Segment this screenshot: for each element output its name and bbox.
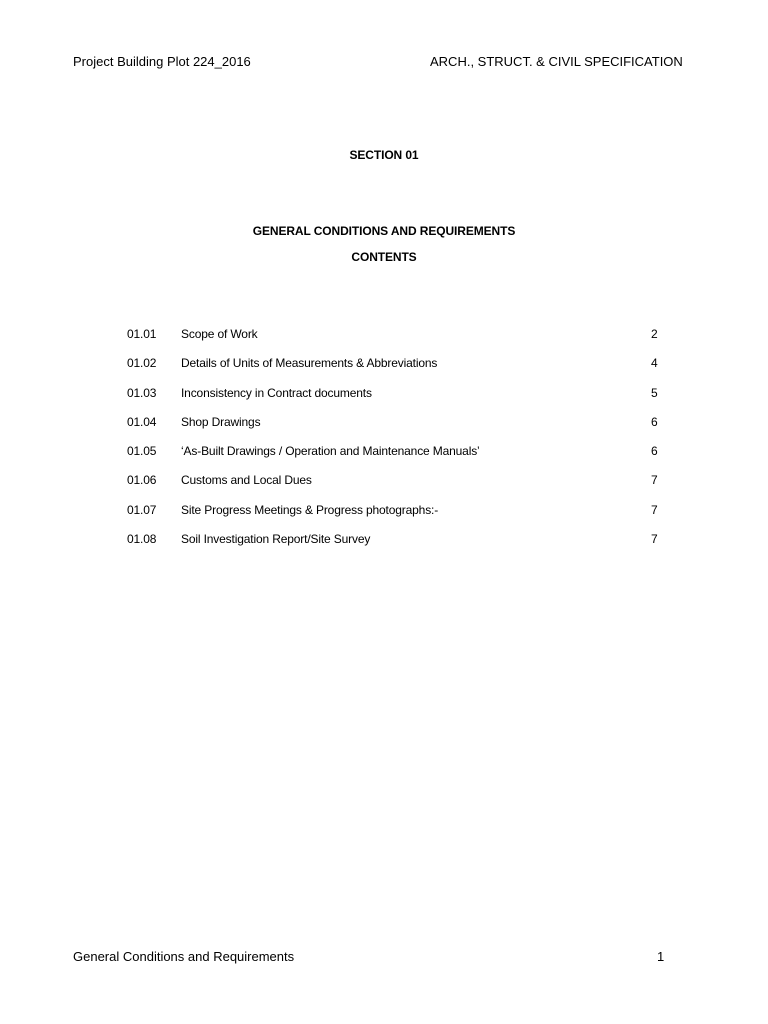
- contents-title: CONTENTS: [351, 250, 417, 264]
- toc-entry-number: 01.07: [127, 502, 157, 517]
- toc-entry[interactable]: [127, 502, 667, 531]
- toc-entry[interactable]: [127, 531, 667, 560]
- toc-entry-title: Scope of Work: [181, 327, 258, 341]
- toc-entry-title: Site Progress Meetings & Progress photographs:-: [181, 502, 439, 517]
- toc-entry-title: ‘As-Built Drawings / Operation and Maintenance Manuals’: [181, 444, 480, 459]
- footer-page-number: 1: [657, 949, 665, 964]
- toc-entry-page: 2: [651, 327, 658, 341]
- toc-entry-number: 01.06: [127, 473, 157, 488]
- toc-entry-title: Customs and Local Dues: [181, 473, 312, 488]
- toc-entry-number: 01.01: [127, 327, 157, 341]
- toc-entry-number: 01.05: [127, 444, 157, 459]
- toc-entry[interactable]: [127, 355, 667, 384]
- table-of-contents: [127, 326, 667, 560]
- toc-entry-title: Soil Investigation Report/Site Survey: [181, 532, 371, 547]
- toc-entry-number: 01.03: [127, 385, 157, 400]
- toc-entry[interactable]: [127, 414, 667, 443]
- toc-entry-title: Details of Units of Measurements & Abbreviations: [181, 356, 438, 371]
- section-title: SECTION 01: [349, 148, 419, 162]
- toc-entry-page: 7: [651, 473, 658, 488]
- toc-entry-page: 6: [651, 444, 658, 459]
- toc-entry-page: 4: [651, 356, 658, 371]
- toc-entry-number: 01.08: [127, 532, 157, 547]
- toc-entry[interactable]: [127, 385, 667, 414]
- toc-entry-title: Inconsistency in Contract documents: [181, 385, 372, 400]
- toc-entry-page: 7: [651, 502, 658, 517]
- toc-entry-page: 5: [651, 385, 658, 400]
- header-project-name: Project Building Plot 224_2016: [73, 54, 251, 69]
- toc-entry[interactable]: [127, 472, 667, 501]
- toc-entry-page: 7: [651, 532, 658, 547]
- toc-entry-title: Shop Drawings: [181, 414, 261, 429]
- toc-entry-number: 01.04: [127, 414, 157, 429]
- document-title: GENERAL CONDITIONS AND REQUIREMENTS: [252, 224, 516, 238]
- toc-entry[interactable]: [127, 443, 667, 472]
- toc-entry-number: 01.02: [127, 356, 157, 371]
- toc-entry[interactable]: [127, 326, 667, 355]
- toc-entry-page: 6: [651, 414, 658, 429]
- footer-section-name: General Conditions and Requirements: [73, 949, 295, 964]
- header-specification-title: ARCH., STRUCT. & CIVIL SPECIFICATION: [430, 54, 683, 69]
